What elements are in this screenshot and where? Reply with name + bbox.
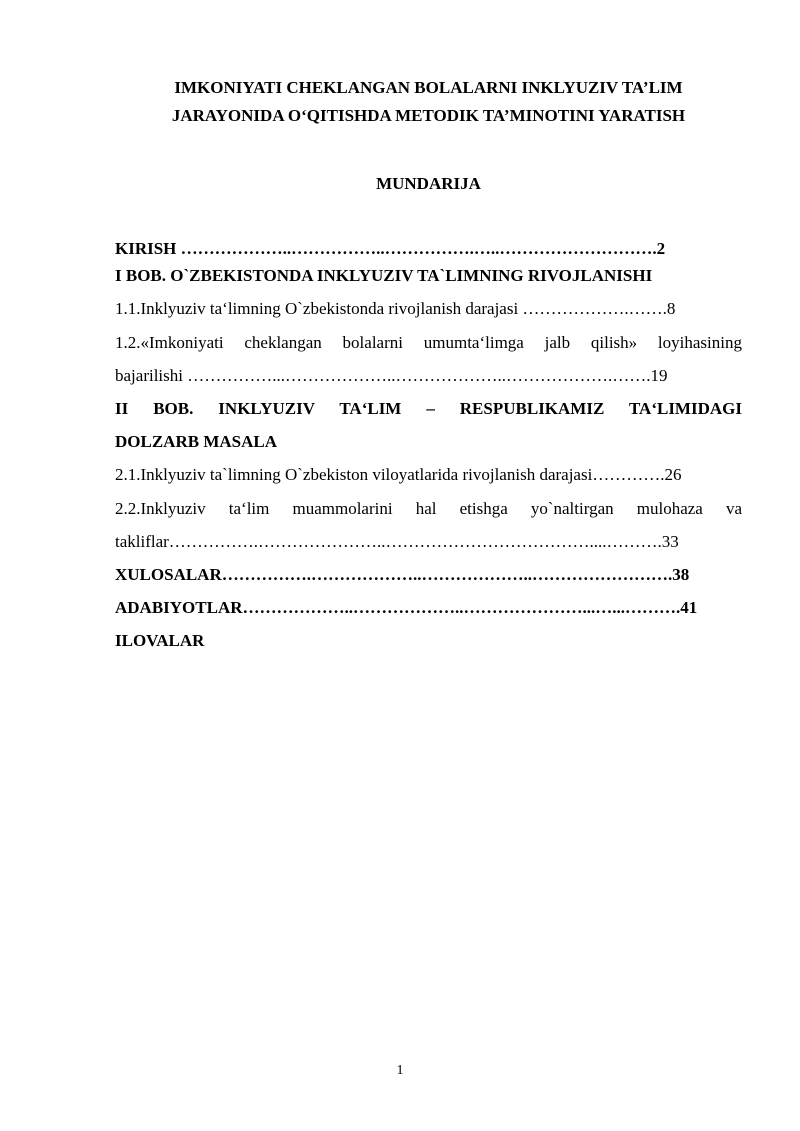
page-number: 1 [396, 1063, 404, 1078]
toc-chapter-2-line2: DOLZARB MASALA [115, 432, 277, 452]
toc-entry-ilovalar: ILOVALAR [115, 631, 205, 651]
toc-entry-2-2-line1: 2.2.Inklyuziv ta‘lim muammolarini hal etishga yo`naltirgan mulohaza va [115, 498, 742, 518]
toc-entry-adabiyotlar: ADABIYOTLAR………………..………………..…………………...…...……….41 [115, 598, 698, 618]
title-line-1: IMKONIYATI CHEKLANGAN BOLALARNI INKLYUZIV TA’LIM [174, 78, 683, 97]
toc-entry-1-2-line1: 1.2.«Imkoniyati cheklangan bolalarni umumta‘limga jalb qilish» loyihasining [115, 332, 742, 352]
document-title [115, 74, 742, 130]
toc-heading: MUNDARIJA [376, 174, 481, 193]
toc-entry-1-2-line2: bajarilishi ……………...………………..………………..……………….…….19 [115, 365, 668, 385]
toc-entry-2-1: 2.1.Inklyuziv ta`limning O`zbekiston viloyatlarida rivojlanish darajasi………….26 [115, 465, 682, 485]
toc-entry-kirish: KIRISH ………………..……………..…………….…..……………………….2 [115, 239, 666, 258]
title-line-2: JARAYONIDA O‘QITISHDA METODIK TA’MINOTINI YARATISH [171, 106, 686, 125]
toc-chapter-1: I BOB. O`ZBEKISTONDA INKLYUZIV TA`LIMNING RIVOJLANISHI [115, 266, 653, 286]
toc-entry-1-1: 1.1.Inklyuziv ta‘limning O`zbekistonda rivojlanish darajasi ……………….…….8 [115, 299, 676, 319]
toc-entry-2-2-line2: takliflar…………….…………………..………………………………....……….33 [115, 531, 679, 551]
toc-entry-xulosalar: XULOSALAR…………….………………..………………..…………………….38 [115, 565, 690, 585]
toc-chapter-2-line1: II BOB. INKLYUZIV TA‘LIM – RESPUBLIKAMIZ TA‘LIMIDAGI [115, 399, 742, 419]
table-of-contents [115, 237, 742, 654]
